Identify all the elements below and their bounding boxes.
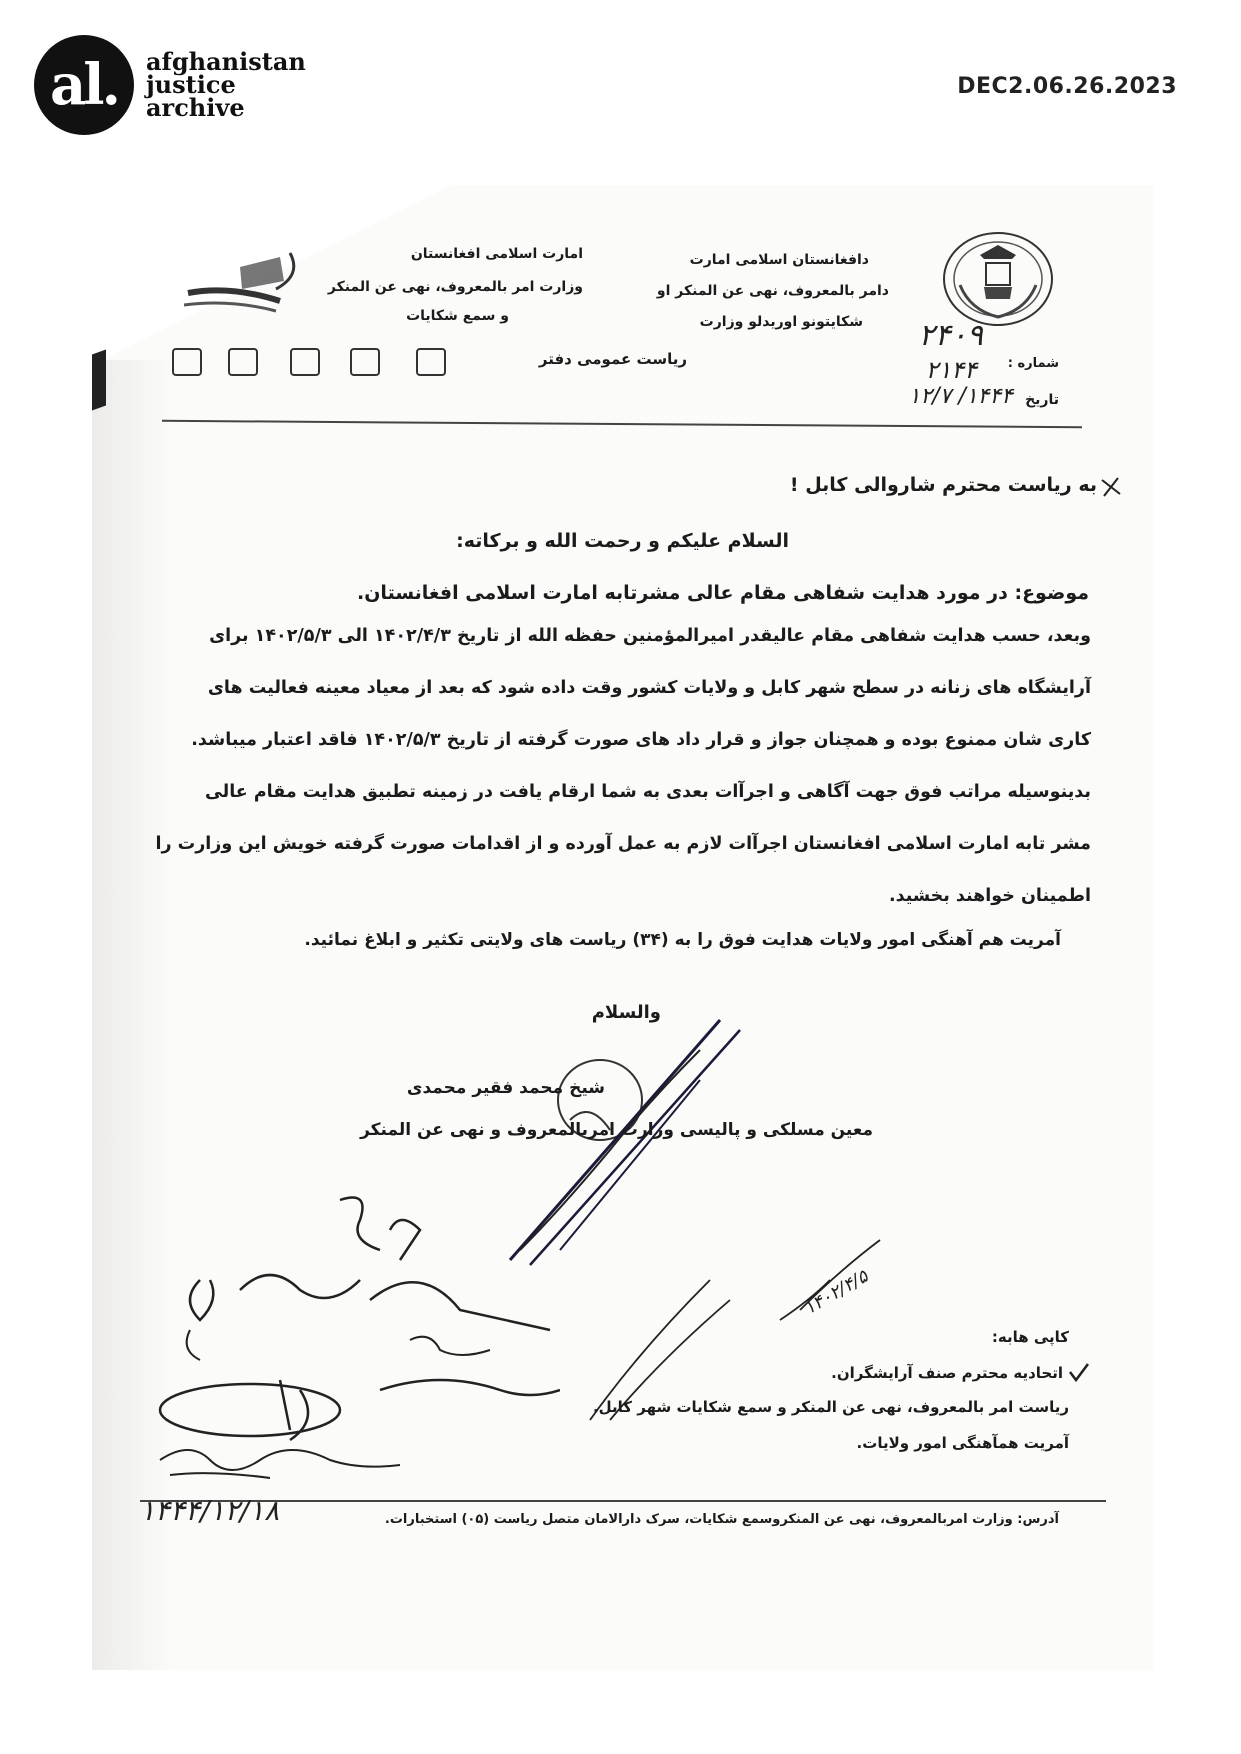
letterhead-pashto-line: شکایتونو اوریدلو وزارت bbox=[699, 314, 863, 330]
date-label: تاریخ bbox=[1025, 392, 1059, 408]
brand-line: afghanistan bbox=[146, 47, 306, 76]
handwritten-bottom-date: ۱۴۴۴/۱۲/۱۸ bbox=[140, 1494, 280, 1527]
copies-item: اتحادیه محترم صنف آرایشگران. bbox=[831, 1364, 1063, 1382]
document-id: DEC2.06.26.2023 bbox=[957, 74, 1177, 99]
handwritten-number: ۲۴۰۹ bbox=[918, 318, 983, 353]
office-name: ریاست عمومی دفتر bbox=[538, 350, 687, 368]
handwritten-scribble-icon bbox=[150, 1430, 410, 1490]
svg-text:ـــ: ـــ bbox=[994, 319, 1002, 329]
handwritten-date: ۱۴۴۴/ ۱۲/۷ bbox=[908, 384, 1013, 409]
routing-checkbox bbox=[416, 348, 446, 376]
body-line: اطمینان خواهند بخشید. bbox=[888, 886, 1091, 906]
footer-divider bbox=[140, 1500, 1106, 1502]
subject-line: موضوع: در مورد هدایت شفاهی مقام عالی مشرتابه امارت اسلامی افغانستان. bbox=[357, 582, 1089, 604]
number-label: شماره : bbox=[1007, 356, 1059, 371]
copies-heading: کاپی هابه: bbox=[991, 1328, 1069, 1346]
footer-address: آدرس: وزارت امربالمعروف، نهی عن المنکروسمع شکایات، سرک دارالامان متصل ریاست (۰۵) استخبارات. bbox=[384, 1512, 1059, 1527]
body-line: کاری شان ممنوع بوده و همچنان جواز و قرار داد های صورت گرفته از تاریخ ۱۴۰۲/۵/۳ فاقد اعتبار میباشد. bbox=[191, 730, 1091, 750]
brand-line: archive bbox=[146, 93, 245, 122]
copies-item: ریاست امر بالمعروف، نهی عن المنکر و سمع شکایات شهر کابل. bbox=[592, 1398, 1069, 1416]
letterhead-dari-line: و سمع شکایات bbox=[406, 308, 509, 324]
letterhead-pashto-line: دامر بالمعروف، نهی عن المنکر او bbox=[656, 283, 889, 299]
check-mark-icon bbox=[1068, 1362, 1090, 1384]
logo-glyph: al. bbox=[49, 52, 119, 118]
signatory-name: شیخ محمد فقیر محمدی bbox=[406, 1078, 605, 1098]
emirate-emblem-icon bbox=[940, 225, 1056, 329]
handwritten-margin-date: ۱۴۰۲/۴/۵ bbox=[800, 1265, 872, 1320]
handwritten-notes-icon bbox=[140, 1190, 560, 1450]
recipient-line: به ریاست محترم شاروالی کابل ! bbox=[789, 474, 1097, 496]
signatory-title: معین مسلکی و پالیسی وزارت امربالمعروف و نهی عن المنکر bbox=[360, 1120, 873, 1140]
archive-logo bbox=[34, 35, 134, 135]
routing-checkbox bbox=[228, 348, 258, 376]
letterhead-dari-line: امارت اسلامی افغانستان bbox=[410, 246, 583, 262]
body-line: بدینوسیله مراتب فوق جهت آگاهی و اجرآات بعدی به شما ارقام یافت در زمینه تطبیق هدایت مقام عالی bbox=[204, 782, 1091, 802]
routing-checkbox bbox=[290, 348, 320, 376]
letterhead-dari-line: وزارت امر بالمعروف، نهی عن المنکر bbox=[327, 279, 583, 295]
paper-edge bbox=[92, 349, 106, 410]
body-line: وبعد، حسب هدایت شفاهی مقام عالیقدر امیرالمؤمنین حفظه الله از تاریخ ۱۴۰۲/۴/۳ الی ۱۴۰۲/۵/۳ برای bbox=[209, 626, 1091, 646]
handwritten-number: ۲۱۴۴ bbox=[925, 356, 977, 384]
copies-item: آمریت همآهنگی امور ولایات. bbox=[856, 1434, 1069, 1452]
letterhead-pashto-line: دافغانستان اسلامی امارت bbox=[689, 252, 869, 268]
handwritten-check-icon bbox=[1100, 476, 1122, 498]
brand-name bbox=[146, 47, 306, 122]
provinces-note: آمریت هم آهنگی امور ولایات هدایت فوق را به (۳۴) ریاست های ولایتی تکثیر و ابلاغ نمائید. bbox=[304, 930, 1061, 950]
routing-checkbox bbox=[172, 348, 202, 376]
greeting: السلام علیکم و رحمت الله و برکاته: bbox=[456, 530, 789, 552]
body-line: آرایشگاه های زنانه در سطح شهر کابل و ولایات کشور وقت داده شود که بعد از معیاد معینه فعالیت های bbox=[207, 678, 1091, 698]
brand-line: justice bbox=[146, 70, 236, 99]
faded-stamp-icon bbox=[180, 245, 300, 325]
closing: والسلام bbox=[591, 1002, 661, 1023]
routing-checkbox bbox=[350, 348, 380, 376]
handwritten-margin-notes-icon bbox=[580, 1200, 900, 1430]
body-line: مشر تابه امارت اسلامی افغانستان اجرآات لازم به عمل آورده و از اقدامات صورت گرفته خویش این وزارت را bbox=[155, 834, 1091, 854]
